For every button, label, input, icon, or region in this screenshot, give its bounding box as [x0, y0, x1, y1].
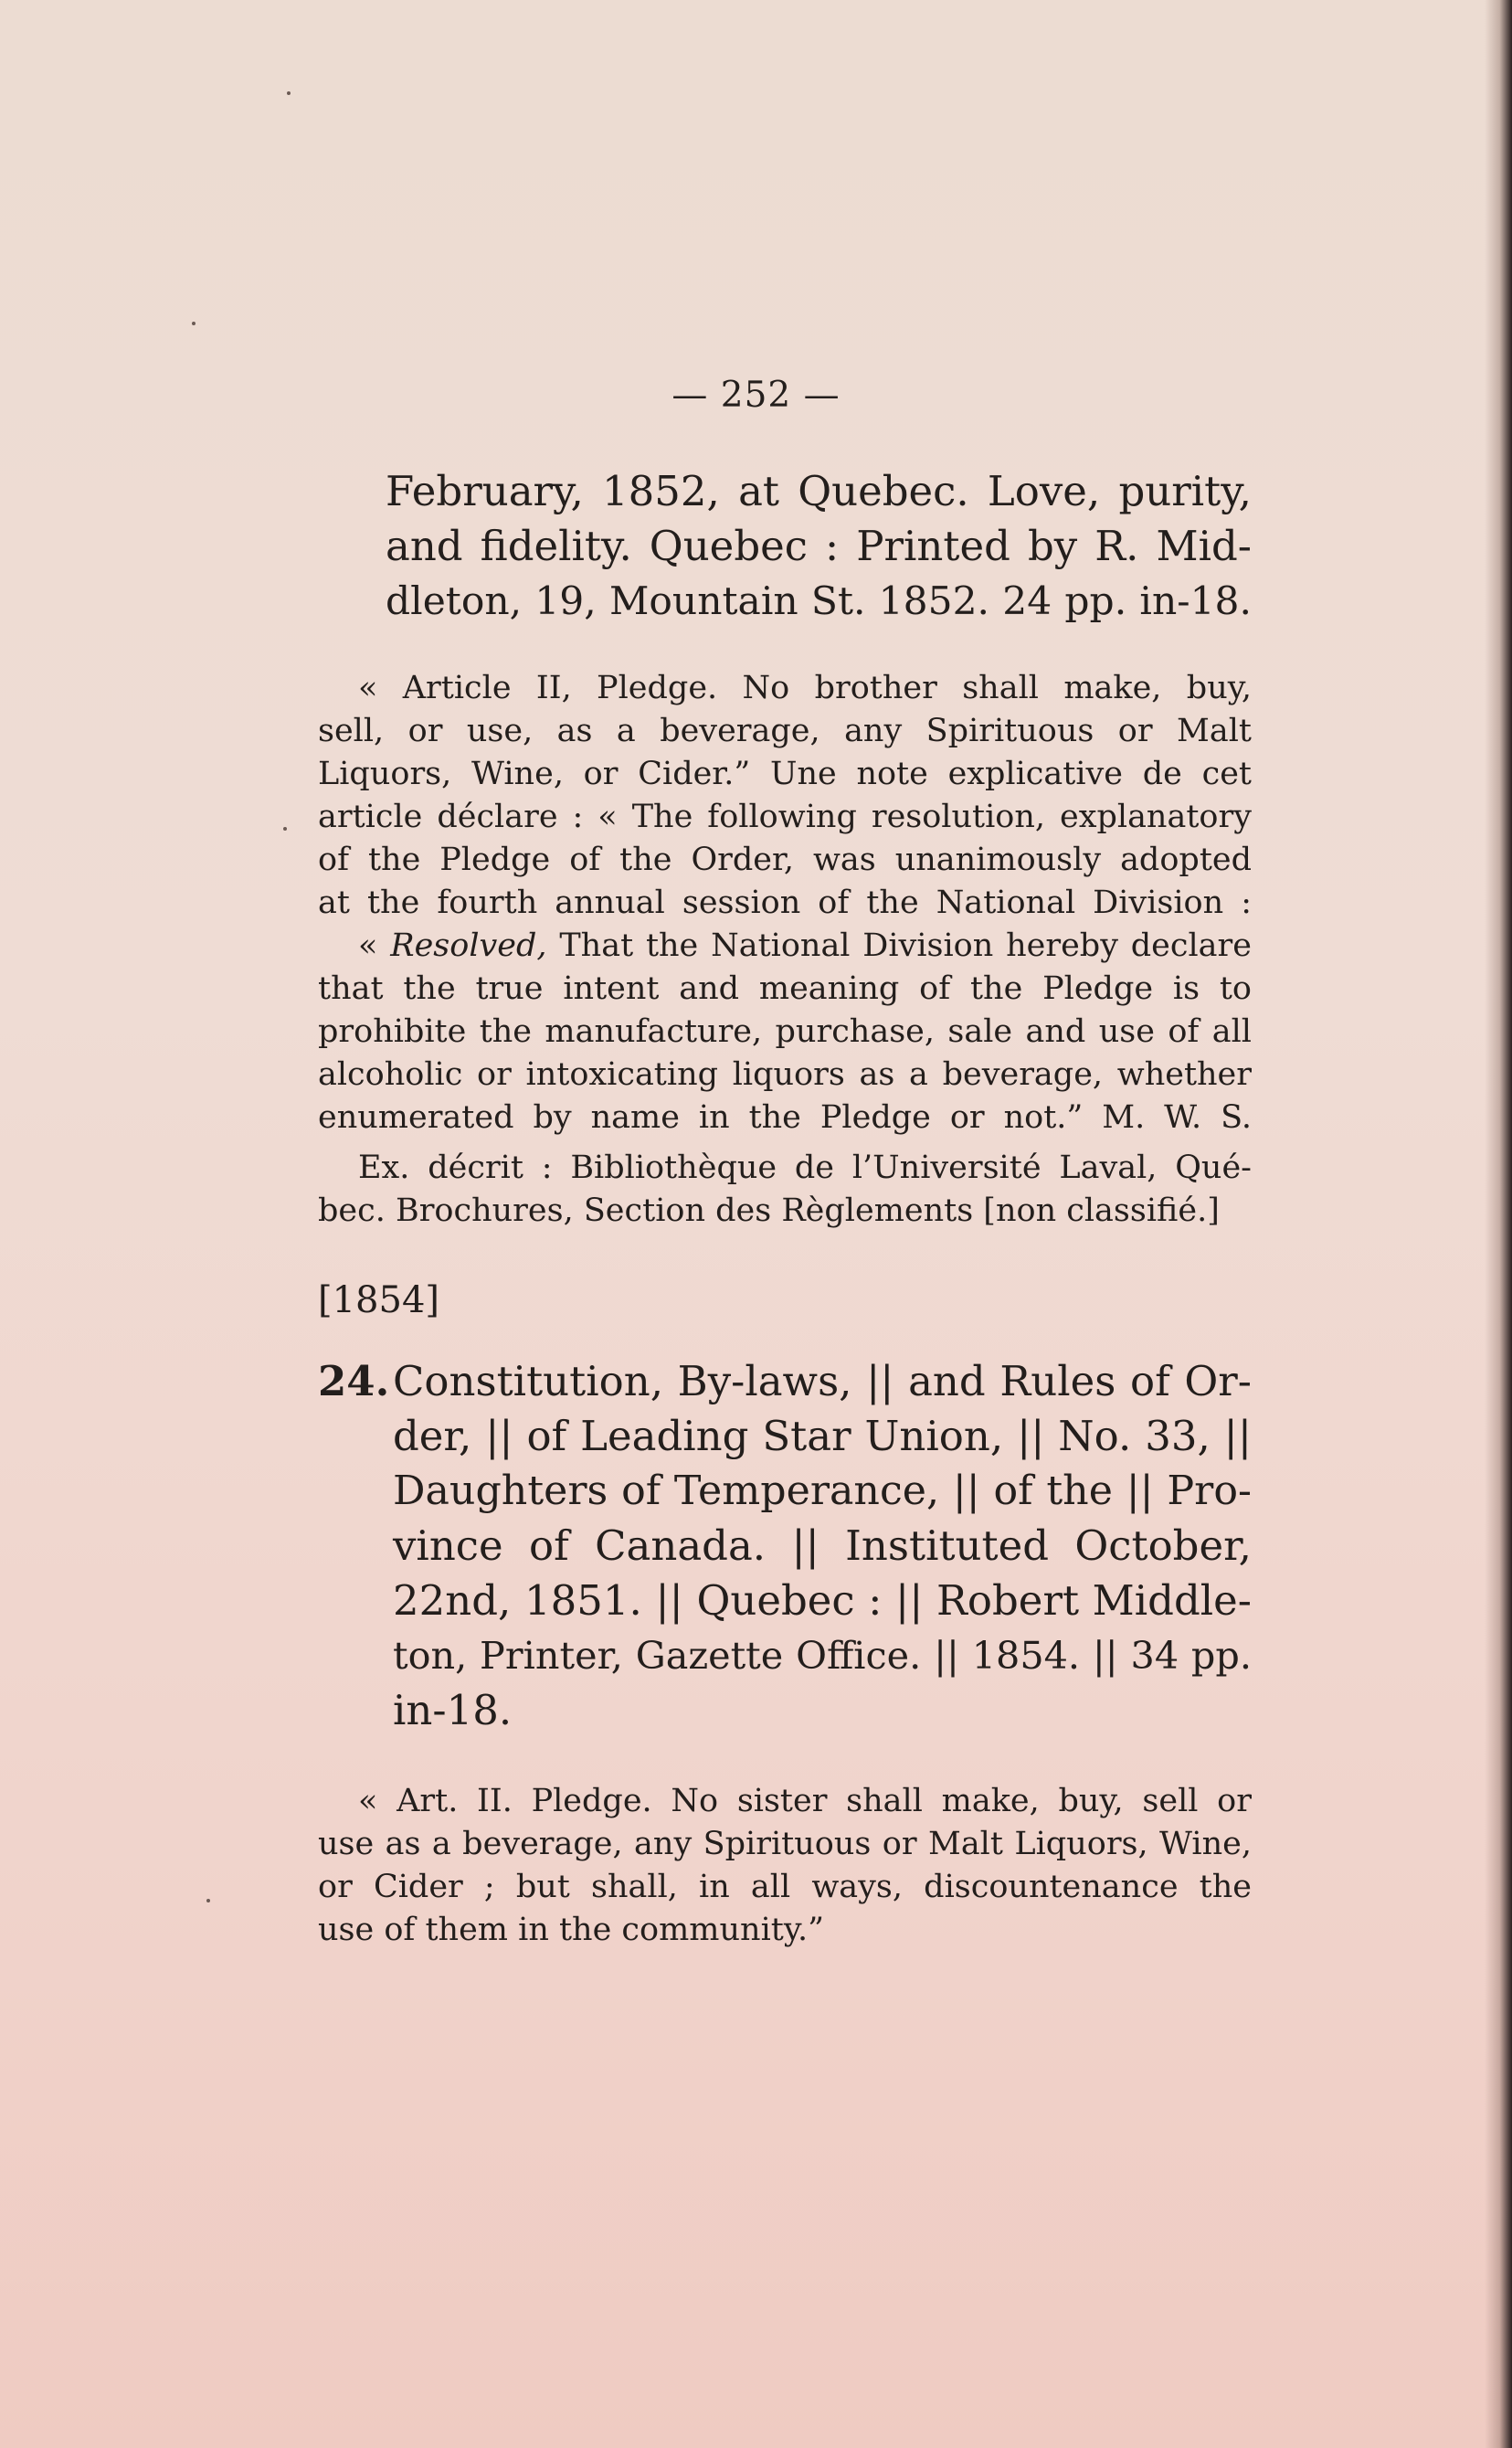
- text-line: February, 1852, at Quebec. Love, purity,: [386, 467, 1252, 515]
- binding-edge: [1485, 0, 1512, 2448]
- text-line: article déclare : « The following resolution, explanatory: [318, 799, 1252, 835]
- text-line: Daughters of Temperance, || of the || Pro-: [393, 1468, 1252, 1514]
- text-line: der, || of Leading Star Union, || No. 33, ||: [393, 1412, 1252, 1460]
- year-heading: [1854]: [318, 1279, 440, 1321]
- text-line: at the fourth annual session of the National Division :: [318, 885, 1252, 921]
- note-resolved: [318, 925, 1252, 1139]
- text-line: « Article II, Pledge. No brother shall make, buy,: [358, 670, 1252, 706]
- text-line: 22nd, 1851. || Quebec : || Robert Middle-: [393, 1576, 1252, 1625]
- text-line: in-18.: [393, 1686, 513, 1734]
- text-line: Constitution, By-laws, || and Rules of Or-: [393, 1357, 1252, 1405]
- text-line: prohibite the manufacture, purchase, sale and use of all: [318, 1013, 1252, 1050]
- text-line: Liquors, Wine, or Cider.” Une note explicative de cet: [318, 756, 1252, 792]
- paper-speck: [192, 322, 196, 325]
- paper-speck: [283, 827, 287, 831]
- entry-number: 24.: [318, 1357, 390, 1405]
- text-line: ton, Printer, Gazette Office. || 1854. || 34 pp.: [393, 1634, 1252, 1678]
- note-article-ii: [318, 667, 1252, 925]
- text-line: sell, or use, as a beverage, any Spirituous or Malt: [318, 713, 1252, 749]
- text-line: of the Pledge of the Order, was unanimously adopted: [318, 842, 1252, 878]
- continuation-block: [386, 464, 1252, 629]
- text-line: vince of Canada. || Instituted October,: [393, 1521, 1252, 1570]
- text-line: or Cider ; but shall, in all ways, discountenance the: [318, 1869, 1252, 1905]
- text-fragment: That the National Division hereby declare: [546, 927, 1252, 964]
- text-line: « Resolved, That the National Division hereby declare: [358, 927, 1252, 964]
- text-line: bec. Brochures, Section des Règlements [non classifié.]: [318, 1192, 1220, 1229]
- resolved-word: Resolved,: [390, 927, 547, 964]
- entry-24-title: [393, 1354, 1252, 1738]
- paper-speck: [206, 1899, 210, 1902]
- text-line: use of them in the community.”: [318, 1912, 824, 1948]
- page-number: — 252 —: [671, 375, 841, 416]
- text-line: dleton, 19, Mountain St. 1852. 24 pp. in-18.: [386, 578, 1252, 623]
- text-line: and fidelity. Quebec : Printed by R. Mid-: [386, 522, 1252, 570]
- text-line: Ex. décrit : Bibliothèque de l’Université Laval, Qué-: [358, 1150, 1252, 1186]
- text-line: that the true intent and meaning of the Pledge is to: [318, 970, 1252, 1007]
- note-art-ii-sister: [318, 1780, 1252, 1952]
- text-line: enumerated by name in the Pledge or not.” M. W. S.: [318, 1099, 1252, 1136]
- note-exemplar: [318, 1147, 1252, 1233]
- paper-speck: [287, 91, 291, 95]
- text-line: alcoholic or intoxicating liquors as a beverage, whether: [318, 1056, 1252, 1093]
- text-line: « Art. II. Pledge. No sister shall make, buy, sell or: [358, 1783, 1252, 1819]
- text-line: use as a beverage, any Spirituous or Malt Liquors, Wine,: [318, 1826, 1252, 1862]
